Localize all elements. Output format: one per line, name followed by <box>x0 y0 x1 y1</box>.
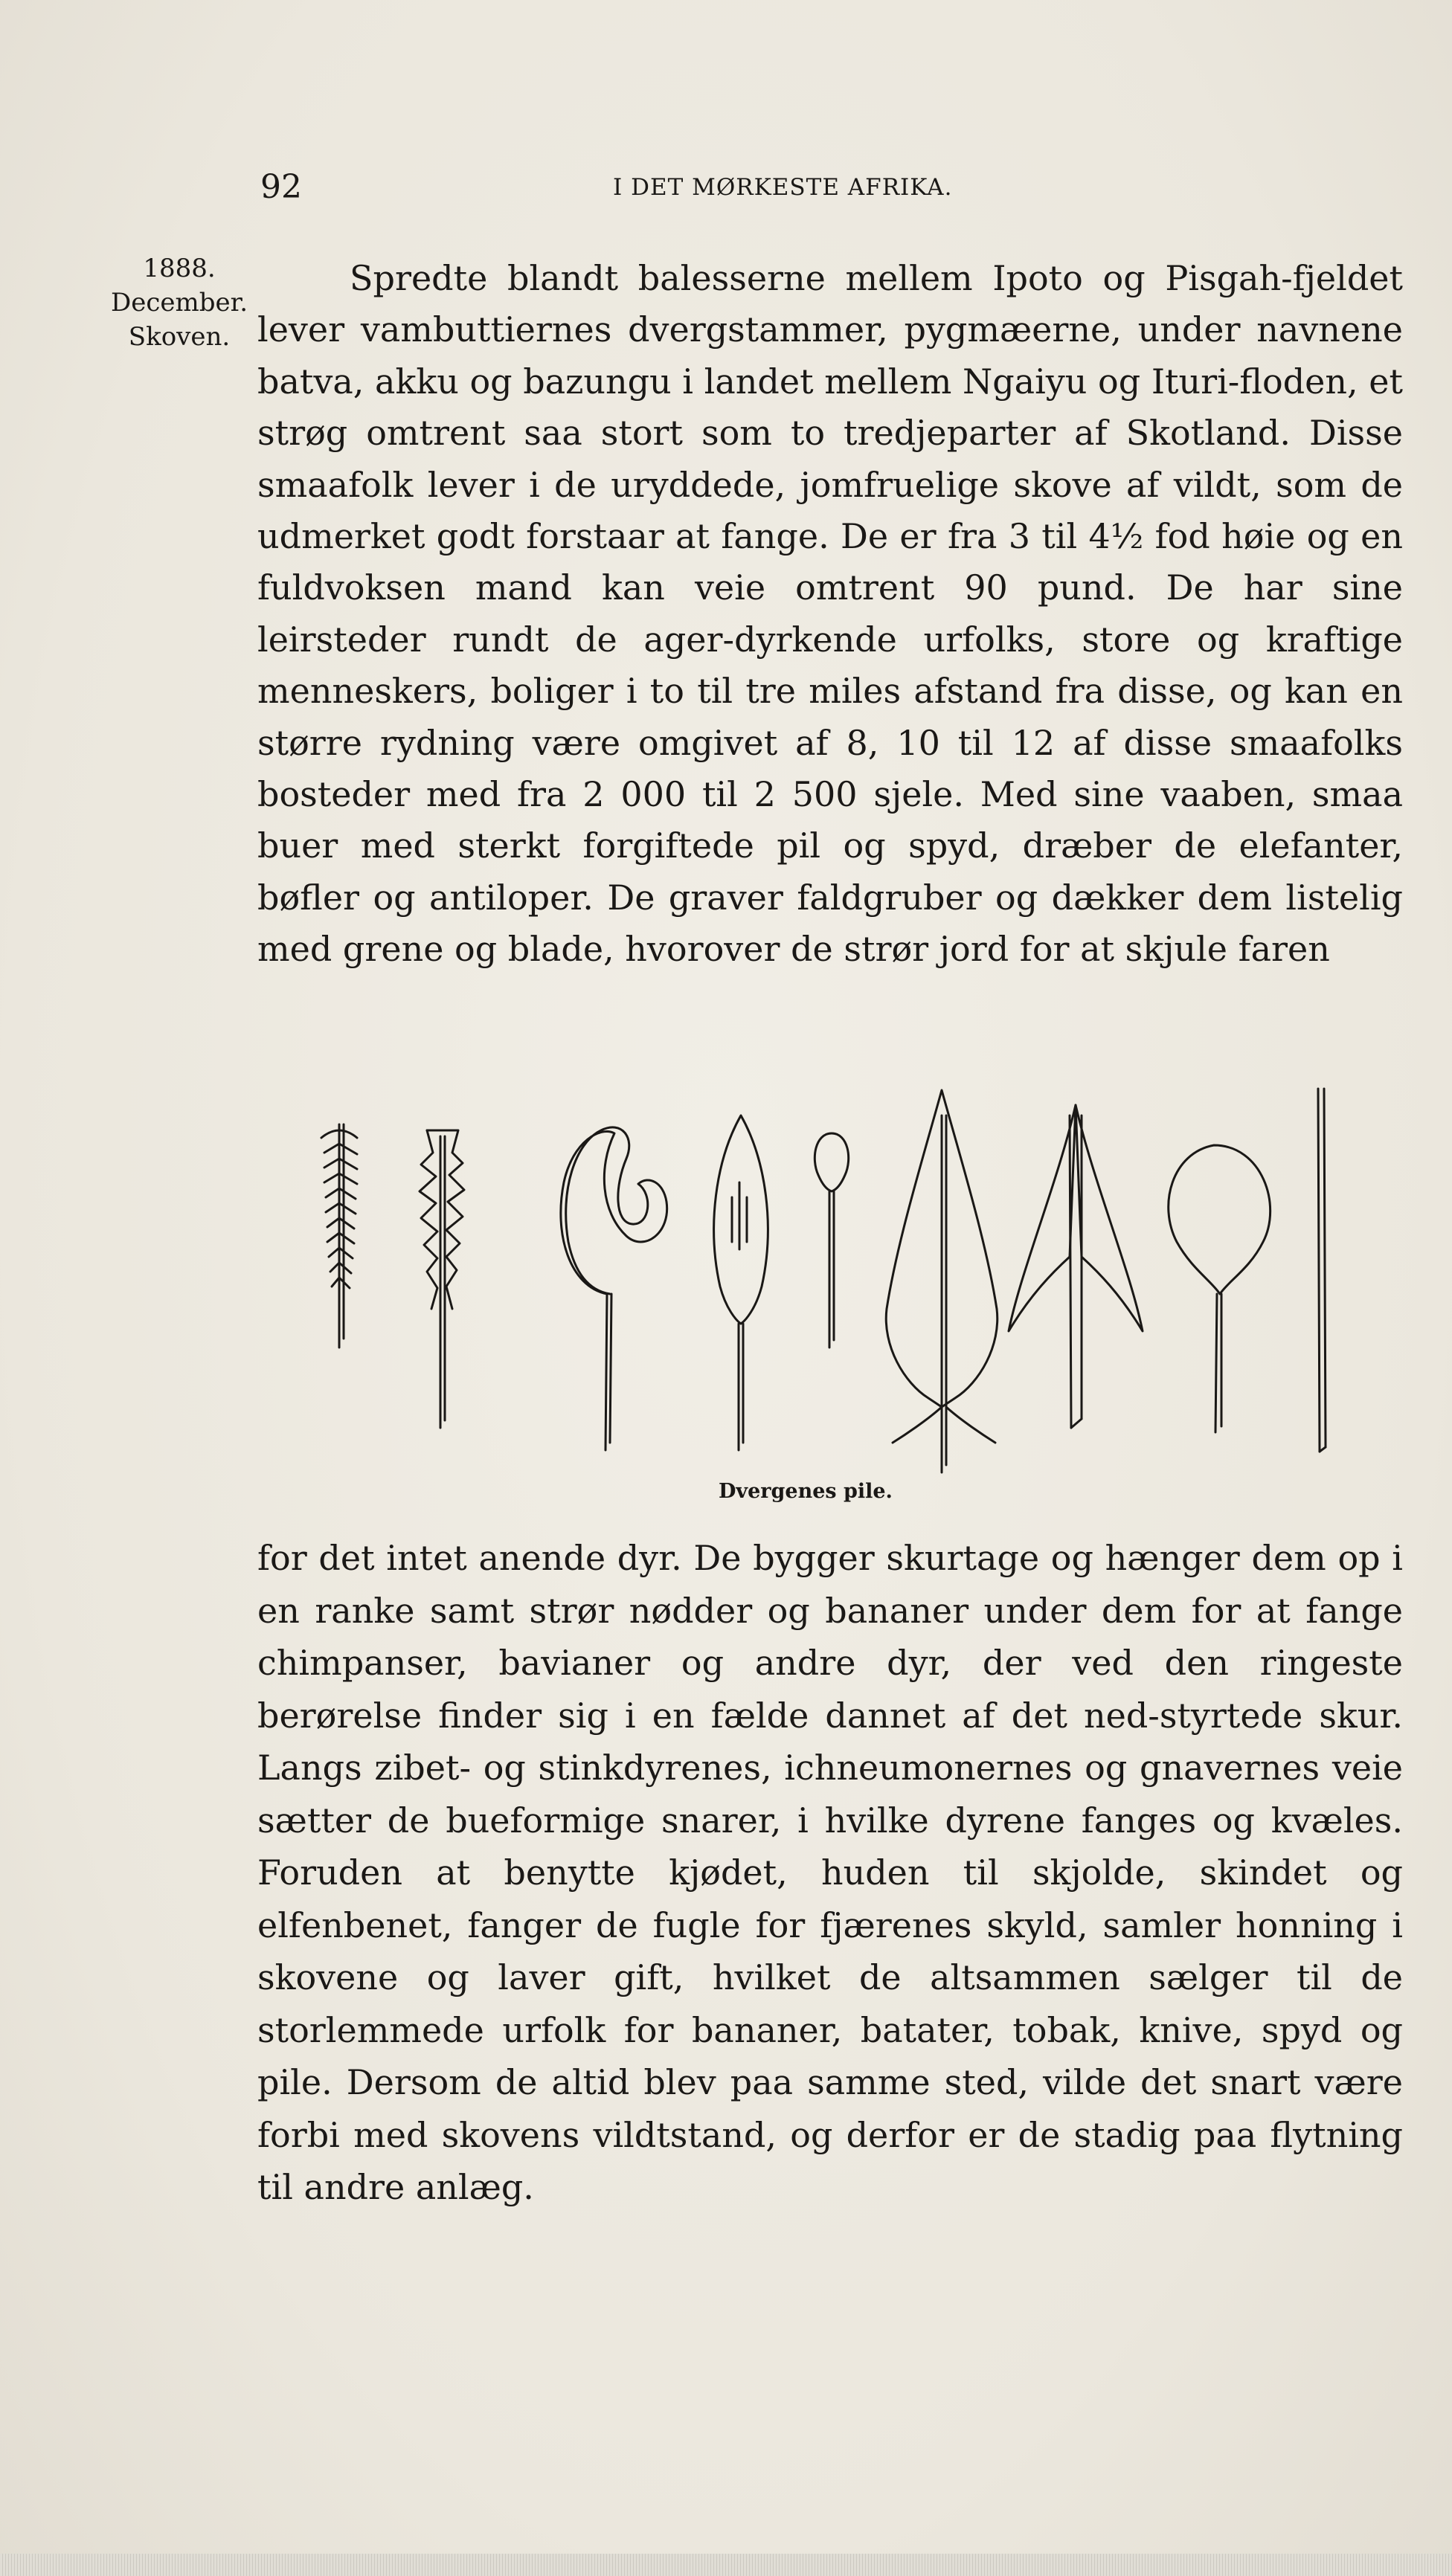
barbed-arrowhead-icon <box>321 1124 357 1347</box>
margin-note-year: 1888. <box>143 254 216 283</box>
paragraph-2: for det intet anende dyr. De bygger skurtage og hænger dem op i en ranke samt strør nødder og bananer under dem for at fange chimpanser, bavianer og andre dyr, der ved den ringeste berørelse finder sig i en fælde dannet af det ned-styrtede skur. Langs zibet- og stinkdyrenes, ichneumonernes og gnavernes veie sætter de bueformige snarer, i hvilke dyrene fanges og kvæles. Foruden at benytte kjødet, huden til skjolde, skindet og elfenbenet, fanger de fugle for fjærenes skyld, samler honning i skovene og laver gift, hvilket de altsammen sælger til de storlemmede urfolk for bananer, batater, tobak, knive, spyd og pile. Dersom de altid blev paa samme sted, vilde det snart være forbi med skovens vildtstand, og derfor er de stadig paa flytning til andre anlæg. <box>257 1538 1403 2207</box>
margin-note-place: Skoven. <box>128 322 231 352</box>
barbed-spearhead-icon <box>1009 1105 1143 1428</box>
margin-note <box>101 251 257 354</box>
margin-note-month: December. <box>111 288 248 318</box>
arrow-illustration <box>295 1071 1366 1487</box>
scan-edge <box>0 2554 1452 2576</box>
round-spoon-arrowhead-icon <box>1169 1145 1270 1432</box>
serrated-arrowhead-icon <box>420 1130 464 1428</box>
page-header <box>260 168 1049 213</box>
plain-shaft-icon <box>1318 1089 1326 1452</box>
running-head: I DET MØRKESTE AFRIKA. <box>613 174 953 201</box>
small-oval-arrowhead-icon <box>815 1133 848 1347</box>
hooked-arrowhead-icon <box>561 1127 667 1450</box>
page-number: 92 <box>260 168 302 206</box>
figure-caption: Dvergenes pile. <box>719 1480 893 1503</box>
leaf-arrowhead-icon <box>714 1115 768 1450</box>
paragraph-1: Spredte blandt balesserne mellem Ipoto og Pisgah-fjeldet lever vambuttiernes dvergstammer, pygmæerne, under navnene batva, akku og bazungu i landet mellem Ngaiyu og Ituri-floden, et strøg omtrent saa stort som to tredjeparter af Skotland. Disse smaafolk lever i de uryddede, jomfruelige skove af vildt, som de udmerket godt forstaar at fange. De er fra 3 til 4½ fod høie og en fuldvoksen mand kan veie omtrent 90 pund. De har sine leirsteder rundt de ager-dyrkende urfolks, store og kraftige menneskers, boliger i to til tre miles afstand fra disse, og kan en større rydning være omgivet af 8, 10 til 12 af disse smaafolks bosteder med fra 2 000 til 2 500 sjele. Med sine vaaben, smaa buer med sterkt forgiftede pil og spyd, dræber de elefanter, bøfler og antiloper. De graver faldgruber og dækker dem listelig med grene og blade, hvorover de strør jord for at skjule faren <box>257 258 1403 970</box>
large-lanceolate-arrowhead-icon <box>886 1090 998 1472</box>
